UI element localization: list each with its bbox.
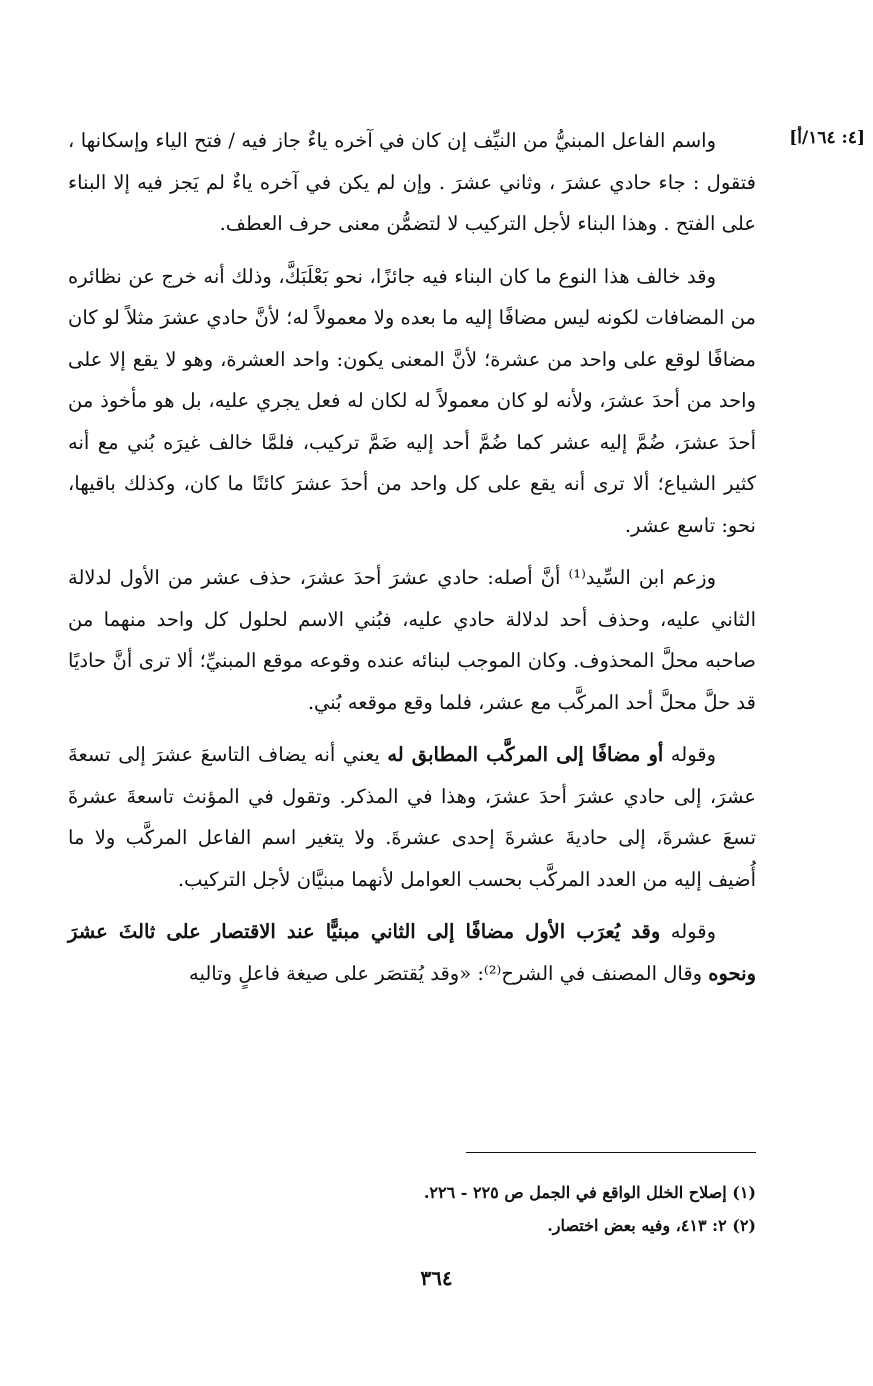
paragraph-5-quoted-phrase: وقد يُعرَب الأول مضافًا إلى الثاني مبنيًّا عند الاقتصار على ثالثَ عشرَ ونحوه — [68, 920, 756, 985]
manuscript-folio-reference: [٤: ١٦٤/أ] — [789, 128, 865, 148]
paragraph-4-commentary: يعني أنه يضاف التاسعَ عشرَ إلى تسعةَ عشرَ، إلى حادي عشرَ أحدَ عشرَ، وهذا في المذكر. وتقول في المؤنث تاسعةَ عشرةَ تسعَ عشرةَ، إلى حاديةَ عشرةَ إحدى عشرةَ. ولا يتغير اسم الفاعل المركَّب ولا ما أُضيف إليه من العدد المركَّب بحسب العوامل لأنهما مبنيَّان لأجل التركيب. — [68, 743, 756, 891]
paragraph-4-lead: وقوله — [670, 743, 717, 766]
page-number: ٣٦٤ — [420, 1266, 453, 1290]
paragraph-4-quoted-phrase: أو مضافًا إلى المركَّب المطابق له — [387, 743, 664, 766]
paragraph-4 — [68, 734, 756, 900]
footnotes — [196, 1176, 756, 1242]
paragraph-5-lead: وقوله — [670, 920, 716, 943]
paragraph-1: واسم الفاعل المبنيُّ من النيِّف إن كان في آخره ياءٌ جاز فيه / فتح الياء وإسكانها ، فتقول : جاء حادي عشرَ ، وثاني عشرَ . وإن لم يكن في آخره ياءٌ لم يَجز فيه إلا البناء على الفتح . وهذا البناء لأجل التركيب لا لتضمُّن معنى حرف العطف. — [68, 129, 756, 235]
paragraph-5-commentary: وقال المصنف في الشرح⁽²⁾: «وقد يُقتصَر على صيغة فاعلٍ وتاليه — [189, 961, 703, 985]
paragraph-2: وقد خالف هذا النوع ما كان البناء فيه جائزًا، نحو بَعْلَبَكَّ، وذلك أنه خرج عن نظائره من المضافات لكونه ليس مضافًا إليه ما بعده ولا معمولاً له؛ لأنَّ حادي عشرَ مثلاً لو كان مضافًا لوقع على واحد من عشرة؛ لأنَّ المعنى يكون: واحد العشرة، وهو لا يقع إلا على واحد من أحدَ عشرَ، ولأنه لو كان معمولاً له لكان له فعل يجري عليه، بل هو مأخوذ من أحدَ عشرَ، ضُمَّ إليه عشر كما ضُمَّ أحد إليه ضَمَّ تركيب، فلمَّا خالف غيرَه بُني مع أنه كثير الشياع؛ ألا ترى أنه يقع على كل واحد من أحدَ عشرَ كائنًا ما كان، وكذلك باقيها، نحو: تاسع عشر. — [68, 264, 756, 537]
footnote-2: (٢) ٢: ٤١٣، وفيه بعض اختصار. — [547, 1216, 756, 1235]
footnote-separator — [466, 1152, 756, 1153]
footnote-1: (١) إصلاح الخلل الواقع في الجمل ص ٢٢٥ - ٢٢٦. — [423, 1183, 756, 1202]
paragraph-3: وزعم ابن السِّيد⁽¹⁾ أنَّ أصله: حادي عشرَ أحدَ عشرَ، حذف عشر من الأول لدلالة الثاني عليه، وحذف أحد لدلالة حادي عليه، فبُني الاسم لحلول كل واحد منهما من صاحبه محلَّ المحذوف. وكان الموجب لبنائه عنده وقوعه موقع المبنيِّ؛ ألا ترى أنَّ حاديًا قد حلَّ محلَّ أحد المركَّب مع عشر، فلما وقع موقعه بُني. — [68, 566, 756, 714]
main-text — [68, 120, 756, 1005]
paragraph-5 — [68, 911, 756, 994]
